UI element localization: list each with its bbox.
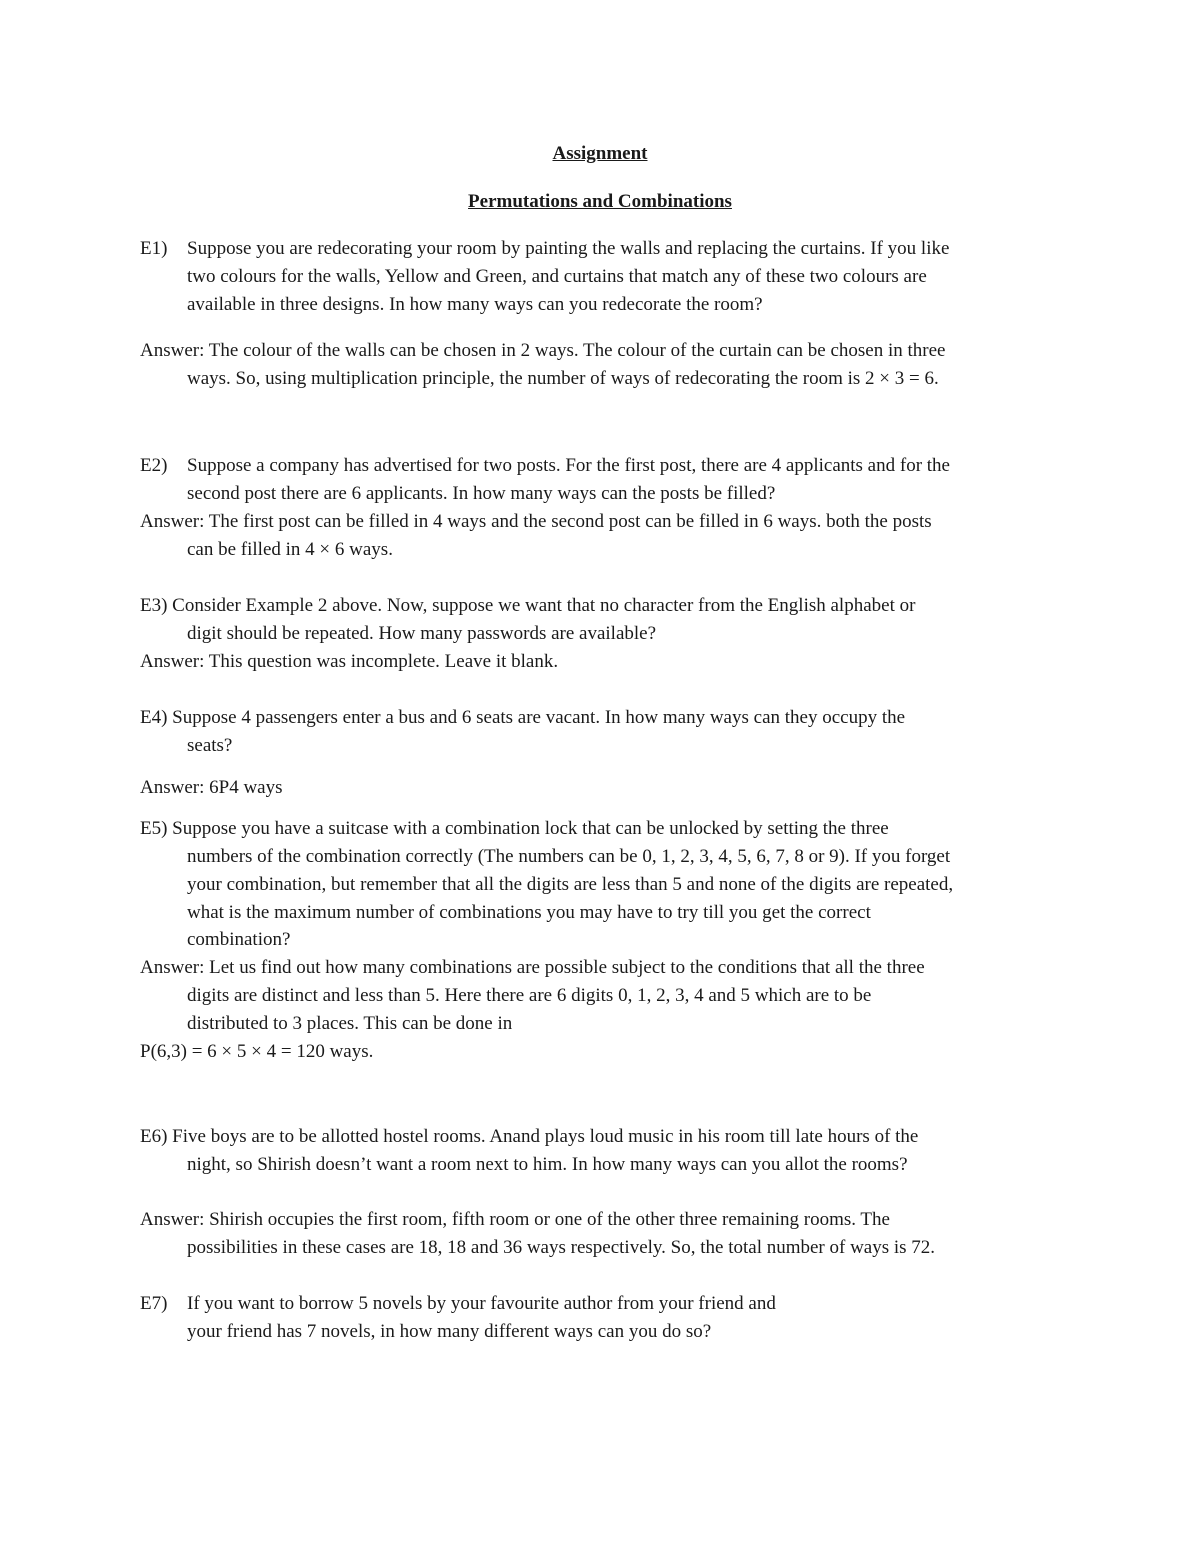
question-label: E7) xyxy=(140,1293,168,1314)
question-e5-line-4: what is the maximum number of combinations you may have to try till you get the correct xyxy=(187,902,871,923)
question-e1-line-2: two colours for the walls, Yellow and Green, and curtains that match any of these two colours are xyxy=(187,266,927,287)
question-e4-line-1: E4) Suppose 4 passengers enter a bus and 6 seats are vacant. In how many ways can they occupy the xyxy=(140,707,906,728)
question-e5-line-2: numbers of the combination correctly (The numbers can be 0, 1, 2, 3, 4, 5, 6, 7, 8 or 9). If you forget xyxy=(187,846,951,867)
document-title: Assignment xyxy=(552,143,648,164)
document-subtitle: Permutations and Combinations xyxy=(468,191,732,212)
answer-e1-line-1: Answer: The colour of the walls can be chosen in 2 ways. The colour of the curtain can be chosen in three xyxy=(140,340,946,361)
answer-e5-line-4: P(6,3) = 6 × 5 × 4 = 120 ways. xyxy=(140,1041,374,1062)
question-e5-line-1: E5) Suppose you have a suitcase with a combination lock that can be unlocked by setting the three xyxy=(140,818,889,839)
question-e1-line-1: E1) Suppose you are redecorating your room by painting the walls and replacing the curtains. If you like xyxy=(140,235,949,263)
question-e2-line-1: E2) Suppose a company has advertised for two posts. For the first post, there are 4 applicants and for the xyxy=(140,452,950,480)
question-label: E2) xyxy=(140,455,168,476)
question-e2-line-2: second post there are 6 applicants. In how many ways can the posts be filled? xyxy=(187,483,776,504)
answer-e6-line-2: possibilities in these cases are 18, 18 and 36 ways respectively. So, the total number of ways is 72. xyxy=(187,1237,936,1258)
answer-e2-line-2: can be filled in 4 × 6 ways. xyxy=(187,539,393,560)
question-e1-line-3: available in three designs. In how many ways can you redecorate the room? xyxy=(187,294,763,315)
question-e3-line-2: digit should be repeated. How many passwords are available? xyxy=(187,623,657,644)
question-e5-line-5: combination? xyxy=(187,929,291,950)
question-e5-line-3: your combination, but remember that all the digits are less than 5 and none of the digits are repeated, xyxy=(187,874,954,895)
question-e7-line-2: your friend has 7 novels, in how many different ways can you do so? xyxy=(187,1321,712,1342)
answer-e2-line-1: Answer: The first post can be filled in 4 ways and the second post can be filled in 6 ways. both the posts xyxy=(140,511,932,532)
question-e3-line-1: E3) Consider Example 2 above. Now, suppose we want that no character from the English alphabet or xyxy=(140,595,916,616)
answer-e1-line-2: ways. So, using multiplication principle, the number of ways of redecorating the room is 2 × 3 = 6. xyxy=(187,368,939,389)
question-label: E1) xyxy=(140,238,168,259)
question-e6-line-2: night, so Shirish doesn’t want a room next to him. In how many ways can you allot the rooms? xyxy=(187,1154,908,1175)
answer-e5-line-1: Answer: Let us find out how many combinations are possible subject to the conditions that all the three xyxy=(140,957,925,978)
question-e6-line-1: E6) Five boys are to be allotted hostel rooms. Anand plays loud music in his room till late hours of the xyxy=(140,1126,919,1147)
answer-e5-line-3: distributed to 3 places. This can be done in xyxy=(187,1013,513,1034)
answer-e4-line-1: Answer: 6P4 ways xyxy=(140,777,283,798)
answer-e6-line-1: Answer: Shirish occupies the first room, fifth room or one of the other three remaining rooms. The xyxy=(140,1209,890,1230)
question-e7-line-1: E7) If you want to borrow 5 novels by your favourite author from your friend and xyxy=(140,1290,776,1318)
question-e4-line-2: seats? xyxy=(187,735,233,756)
answer-e5-line-2: digits are distinct and less than 5. Here there are 6 digits 0, 1, 2, 3, 4 and 5 which are to be xyxy=(187,985,872,1006)
answer-e3-line-1: Answer: This question was incomplete. Leave it blank. xyxy=(140,651,559,672)
